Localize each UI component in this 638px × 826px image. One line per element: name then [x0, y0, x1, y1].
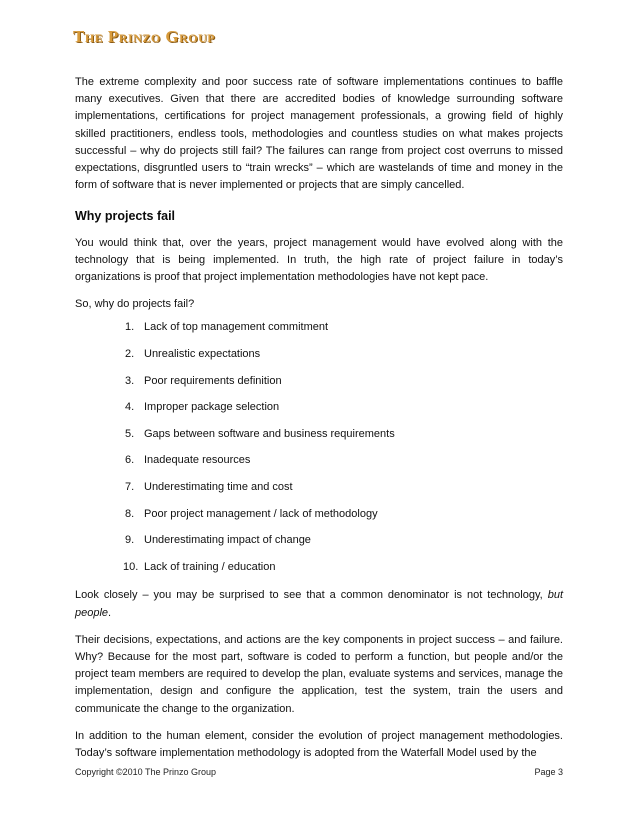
human-element-paragraph: In addition to the human element, consider the evolution of project management methodologies. Today’s software implementation methodology is adopted from the Waterfall Model used by the	[75, 729, 563, 759]
list-text: Improper package selection	[144, 401, 280, 414]
paragraph-evolution: You would think that, over the years, project management would have evolved along with the technology that is being implemented. In truth, the high rate of project failure in today’s organizations is proof that project implementation methodologies have not kept pace.	[75, 236, 563, 284]
copyright-text: Copyright ©2010 The Prinzo Group	[75, 767, 217, 777]
look-closely-paragraph	[75, 587, 563, 621]
list-text: Gaps between software and business requirements	[144, 427, 395, 440]
list-item	[75, 452, 563, 479]
question-paragraph: So, why do projects fail?	[75, 298, 195, 311]
list-number: 8.	[125, 507, 135, 520]
list-number: 7.	[125, 481, 135, 493]
list-number: 1.	[125, 321, 135, 334]
emphasis-text: but people	[75, 589, 563, 619]
list-number: 9.	[125, 534, 135, 547]
list-item	[75, 426, 563, 453]
look-suffix: .	[108, 606, 112, 619]
list-item	[75, 346, 563, 373]
list-number: 4.	[125, 401, 135, 414]
look-text: Look closely – you may be surprised to see that a common denominator is not technology,	[75, 589, 548, 602]
list-text: Poor project management / lack of methodology	[144, 507, 378, 520]
section-heading: Why projects fail	[75, 209, 176, 224]
list-text: Lack of top management commitment	[144, 321, 329, 334]
company-logo: The Prinzo Group	[73, 27, 216, 46]
list-number: 10.	[123, 560, 139, 573]
list-item	[75, 479, 563, 506]
document-body	[75, 74, 563, 772]
list-number: 3.	[125, 374, 135, 387]
list-text: Underestimating time and cost	[144, 481, 293, 493]
list-number: 2.	[125, 348, 135, 361]
page-number: Page 3	[534, 767, 563, 777]
list-item	[75, 559, 563, 586]
list-text: Unrealistic expectations	[144, 348, 261, 361]
list-number: 5.	[125, 427, 135, 440]
intro-paragraph: The extreme complexity and poor success rate of software implementations continues to baffle many executives. Given that there are accredited bodies of knowledge surrounding software implementations, certifications for project management professionals, a growing field of highly skilled practitioners, endless tools, methodologies and countless studies on what makes projects successful – why do projects still fail? The failures can range from project cost overruns to missed expectations, disgruntled users to “train wrecks” – which are wastelands of time and money in the form of software that is never implemented or projects that are simply cancelled.	[75, 76, 563, 192]
list-item	[75, 399, 563, 426]
list-number: 6.	[125, 454, 135, 467]
list-text: Inadequate resources	[144, 454, 251, 467]
list-item	[75, 532, 563, 559]
reasons-list	[75, 319, 563, 585]
list-text: Lack of training / education	[144, 560, 276, 573]
list-text: Poor requirements definition	[144, 374, 282, 387]
list-item	[75, 319, 563, 346]
list-item	[75, 373, 563, 400]
decisions-paragraph: Their decisions, expectations, and actions are the key components in project success – and failure. Why? Because for the most part, software is coded to perform a function, but people and/or the project team members are required to develop the plan, evaluate systems and services, manage the implementation, design and configure the application, test the system, train the users and communicate the change to the organization.	[75, 633, 563, 715]
list-text: Underestimating impact of change	[144, 534, 311, 547]
list-item	[75, 506, 563, 533]
